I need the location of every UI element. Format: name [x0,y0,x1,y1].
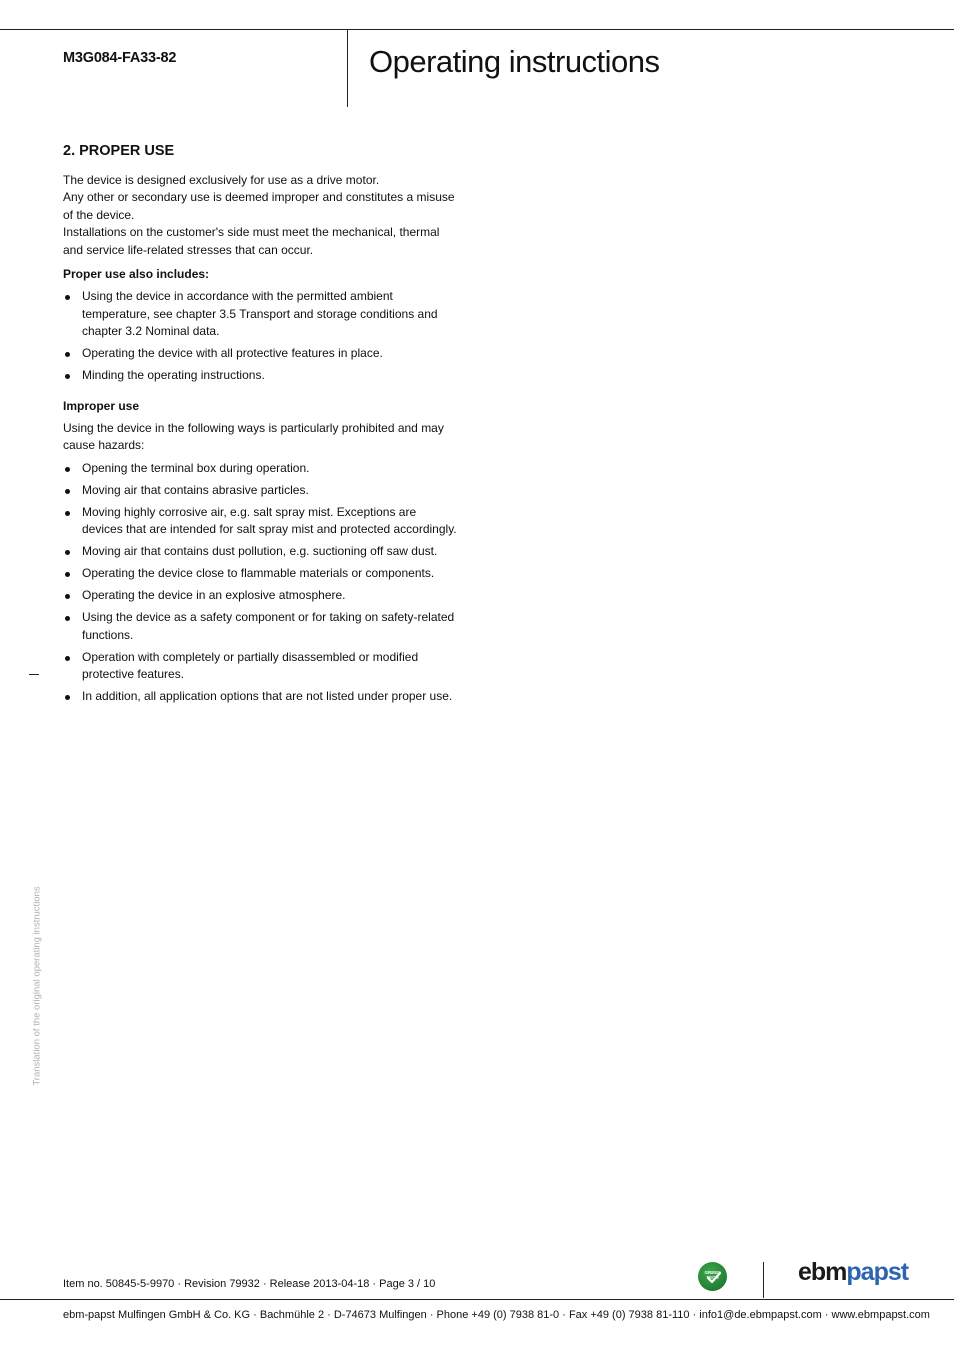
badge-text: GREEN TECH [704,1270,721,1280]
margin-mark [29,674,39,675]
list-item: Using the device in accordance with the permitted ambient temperature, see chapter 3.5 Transport and storage conditions and chapter 3.2 Nominal data. [63,288,458,340]
list-item: Opening the terminal box during operation. [63,460,458,477]
proper-use-heading: Proper use also includes: [63,267,210,282]
footer-rule [0,1299,954,1300]
list-item: Moving air that contains dust pollution, e.g. suctioning off saw dust. [63,543,458,560]
list-item: Using the device as a safety component or for taking on safety-related functions. [63,609,458,644]
list-item: Moving air that contains abrasive particles. [63,482,458,499]
list-item: Operating the device in an explosive atmosphere. [63,587,458,604]
list-item: Operating the device close to flammable materials or components. [63,565,458,582]
list-item: In addition, all application options that are not listed under proper use. [63,688,458,705]
intro-paragraph: Any other or secondary use is deemed improper and constitutes a misuse of the device. [63,190,455,222]
list-item: Operating the device with all protective features in place. [63,345,458,362]
intro-paragraph: Installations on the customer's side must meet the mechanical, thermal and service life-related stresses that can occur. [63,225,440,257]
proper-use-section [63,142,458,710]
checkmark-icon [706,1271,722,1285]
company-address-line: ebm-papst Mulfingen GmbH & Co. KG · Bachmühle 2 · D-74673 Mulfingen · Phone +49 (0) 7938 81-0 · Fax +49 (0) 7938 81-110 · info1@de.ebmpapst.com · www.ebmpapst.com [63,1309,930,1321]
list-item: Moving highly corrosive air, e.g. salt spray mist. Exceptions are devices that are intended for salt spray mist and protected accordingly. [63,504,458,539]
document-title: Operating instructions [369,44,660,79]
green-tech-badge-icon [698,1262,727,1291]
improper-use-heading: Improper use [63,398,140,413]
item-number-line: Item no. 50845-5-9970 · Revision 79932 · Release 2013-04-18 · Page 3 / 10 [63,1278,436,1290]
ebmpapst-logo [798,1258,908,1287]
logo-ebm: ebm [798,1258,847,1286]
model-number: M3G084-FA33-82 [63,50,177,66]
intro-paragraph: The device is designed exclusively for use as a drive motor. [63,173,380,187]
proper-use-list [63,288,458,384]
list-item: Operation with completely or partially disassembled or modified protective features. [63,649,458,684]
list-item: Minding the operating instructions. [63,367,458,384]
section-heading: 2. PROPER USE [63,143,175,159]
header-divider [347,29,348,107]
improper-use-list [63,460,458,706]
translation-note: Translation of the original operating instructions [31,886,43,1086]
header-top-rule [0,29,954,30]
improper-use-intro: Using the device in the following ways is particularly prohibited and may cause hazards: [63,421,444,453]
footer-logo-divider [763,1262,764,1298]
logo-papst: papst [846,1258,909,1286]
